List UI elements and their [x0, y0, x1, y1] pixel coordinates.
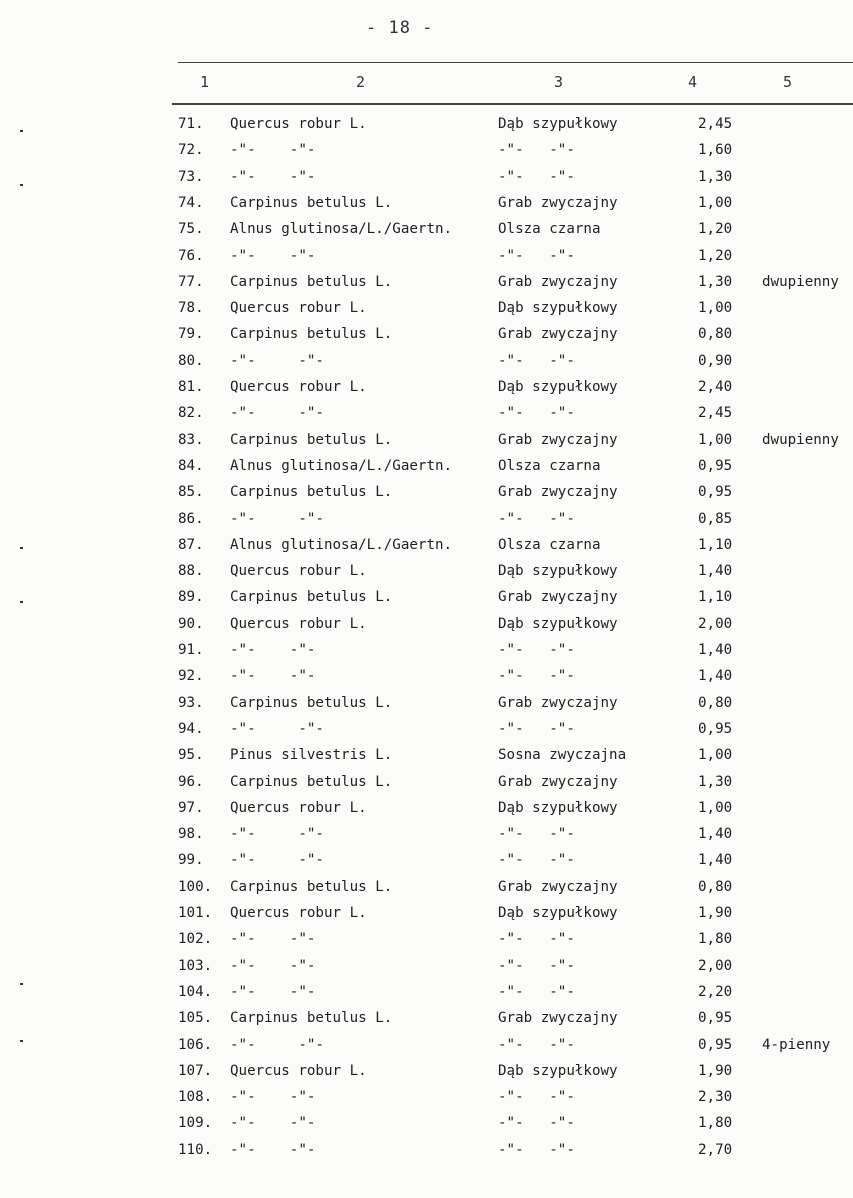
latin-name: Quercus robur L. — [230, 616, 367, 632]
latin-name: Quercus robur L. — [230, 1063, 367, 1079]
measurement-value: 1,60 — [698, 142, 733, 158]
measurement-value: 0,95 — [698, 484, 733, 500]
row-number: 92. — [178, 668, 204, 684]
row-number: 100. — [178, 879, 213, 895]
table-row — [0, 246, 853, 266]
measurement-value: 1,40 — [698, 642, 733, 658]
measurement-value: 1,00 — [698, 300, 733, 316]
polish-name: Grab zwyczajny — [498, 879, 618, 895]
polish-name: Dąb szypułkowy — [498, 800, 618, 816]
measurement-value: 1,10 — [698, 589, 733, 605]
table-row — [0, 614, 853, 634]
latin-name: Carpinus betulus L. — [230, 274, 393, 290]
polish-name: -"- -"- — [498, 142, 575, 158]
latin-name: -"- -"- — [230, 852, 324, 868]
row-number: 107. — [178, 1063, 213, 1079]
measurement-value: 1,00 — [698, 195, 733, 211]
latin-name: Alnus glutinosa/L./Gaertn. — [230, 221, 453, 237]
row-number: 84. — [178, 458, 204, 474]
row-number: 74. — [178, 195, 204, 211]
table-row — [0, 219, 853, 239]
latin-name: -"- -"- — [230, 1142, 316, 1158]
table-row — [0, 114, 853, 134]
polish-name: Olsza czarna — [498, 221, 601, 237]
measurement-value: 0,85 — [698, 511, 733, 527]
measurement-value: 0,80 — [698, 326, 733, 342]
table-row — [0, 850, 853, 870]
row-number: 71. — [178, 116, 204, 132]
row-number: 105. — [178, 1010, 213, 1026]
polish-name: Dąb szypułkowy — [498, 116, 618, 132]
polish-name: Dąb szypułkowy — [498, 1063, 618, 1079]
measurement-value: 1,80 — [698, 931, 733, 947]
row-number: 86. — [178, 511, 204, 527]
measurement-value: 1,40 — [698, 668, 733, 684]
polish-name: -"- -"- — [498, 668, 575, 684]
latin-name: Quercus robur L. — [230, 300, 367, 316]
polish-name: -"- -"- — [498, 826, 575, 842]
polish-name: Dąb szypułkowy — [498, 905, 618, 921]
measurement-value: 1,40 — [698, 563, 733, 579]
latin-name: Carpinus betulus L. — [230, 879, 393, 895]
polish-name: -"- -"- — [498, 721, 575, 737]
latin-name: Carpinus betulus L. — [230, 774, 393, 790]
table-row — [0, 1140, 853, 1160]
polish-name: -"- -"- — [498, 931, 575, 947]
measurement-value: 1,00 — [698, 800, 733, 816]
row-number: 95. — [178, 747, 204, 763]
row-number: 102. — [178, 931, 213, 947]
polish-name: Dąb szypułkowy — [498, 379, 618, 395]
polish-name: -"- -"- — [498, 353, 575, 369]
measurement-value: 1,00 — [698, 432, 733, 448]
table-row — [0, 666, 853, 686]
table-row — [0, 430, 853, 450]
table-row — [0, 693, 853, 713]
latin-name: -"- -"- — [230, 142, 316, 158]
measurement-value: 2,30 — [698, 1089, 733, 1105]
polish-name: Dąb szypułkowy — [498, 300, 618, 316]
measurement-value: 2,40 — [698, 379, 733, 395]
latin-name: -"- -"- — [230, 1115, 316, 1131]
measurement-value: 0,90 — [698, 353, 733, 369]
table-row — [0, 640, 853, 660]
latin-name: -"- -"- — [230, 721, 324, 737]
polish-name: -"- -"- — [498, 642, 575, 658]
row-number: 87. — [178, 537, 204, 553]
polish-name: Dąb szypułkowy — [498, 563, 618, 579]
latin-name: Quercus robur L. — [230, 905, 367, 921]
latin-name: Pinus silvestris L. — [230, 747, 393, 763]
row-number: 103. — [178, 958, 213, 974]
row-number: 82. — [178, 405, 204, 421]
latin-name: -"- -"- — [230, 984, 316, 1000]
table-row — [0, 798, 853, 818]
latin-name: -"- -"- — [230, 511, 324, 527]
table-row — [0, 877, 853, 897]
table-row — [0, 1113, 853, 1133]
table-row — [0, 982, 853, 1002]
remark: 4-pienny — [762, 1037, 831, 1053]
table-row — [0, 324, 853, 344]
column-header-3: 3 — [554, 73, 564, 91]
polish-name: -"- -"- — [498, 511, 575, 527]
table-row — [0, 167, 853, 187]
measurement-value: 0,95 — [698, 458, 733, 474]
measurement-value: 2,00 — [698, 958, 733, 974]
table-row — [0, 377, 853, 397]
table-row — [0, 719, 853, 739]
latin-name: Quercus robur L. — [230, 563, 367, 579]
measurement-value: 1,40 — [698, 826, 733, 842]
measurement-value: 0,80 — [698, 695, 733, 711]
measurement-value: 1,10 — [698, 537, 733, 553]
table-row — [0, 561, 853, 581]
table-row — [0, 351, 853, 371]
table-row — [0, 140, 853, 160]
polish-name: Olsza czarna — [498, 458, 601, 474]
row-number: 80. — [178, 353, 204, 369]
table-row — [0, 1008, 853, 1028]
table-row — [0, 193, 853, 213]
latin-name: -"- -"- — [230, 405, 324, 421]
latin-name: -"- -"- — [230, 642, 316, 658]
latin-name: Carpinus betulus L. — [230, 1010, 393, 1026]
table-row — [0, 772, 853, 792]
measurement-value: 1,30 — [698, 169, 733, 185]
table-row — [0, 456, 853, 476]
table-row — [0, 482, 853, 502]
row-number: 75. — [178, 221, 204, 237]
row-number: 83. — [178, 432, 204, 448]
column-header-2: 2 — [356, 73, 366, 91]
table-row — [0, 1035, 853, 1055]
table-row — [0, 587, 853, 607]
row-number: 96. — [178, 774, 204, 790]
latin-name: Carpinus betulus L. — [230, 195, 393, 211]
polish-name: -"- -"- — [498, 958, 575, 974]
polish-name: -"- -"- — [498, 852, 575, 868]
latin-name: Alnus glutinosa/L./Gaertn. — [230, 458, 453, 474]
row-number: 110. — [178, 1142, 213, 1158]
polish-name: Grab zwyczajny — [498, 484, 618, 500]
row-number: 76. — [178, 248, 204, 264]
table-row — [0, 1087, 853, 1107]
table-row — [0, 535, 853, 555]
table-row — [0, 956, 853, 976]
polish-name: -"- -"- — [498, 405, 575, 421]
latin-name: Quercus robur L. — [230, 116, 367, 132]
row-number: 89. — [178, 589, 204, 605]
latin-name: Carpinus betulus L. — [230, 326, 393, 342]
latin-name: -"- -"- — [230, 958, 316, 974]
table-row — [0, 745, 853, 765]
row-number: 106. — [178, 1037, 213, 1053]
measurement-value: 2,45 — [698, 405, 733, 421]
polish-name: -"- -"- — [498, 1089, 575, 1105]
polish-name: Grab zwyczajny — [498, 695, 618, 711]
row-number: 90. — [178, 616, 204, 632]
table-row — [0, 824, 853, 844]
row-number: 104. — [178, 984, 213, 1000]
row-number: 78. — [178, 300, 204, 316]
row-number: 91. — [178, 642, 204, 658]
table-row — [0, 298, 853, 318]
measurement-value: 1,90 — [698, 1063, 733, 1079]
latin-name: -"- -"- — [230, 931, 316, 947]
latin-name: -"- -"- — [230, 248, 316, 264]
polish-name: -"- -"- — [498, 1115, 575, 1131]
measurement-value: 1,20 — [698, 221, 733, 237]
row-number: 99. — [178, 852, 204, 868]
row-number: 108. — [178, 1089, 213, 1105]
polish-name: -"- -"- — [498, 984, 575, 1000]
latin-name: Quercus robur L. — [230, 379, 367, 395]
row-number: 94. — [178, 721, 204, 737]
latin-name: Carpinus betulus L. — [230, 484, 393, 500]
row-number: 101. — [178, 905, 213, 921]
polish-name: Dąb szypułkowy — [498, 616, 618, 632]
row-number: 79. — [178, 326, 204, 342]
latin-name: -"- -"- — [230, 826, 324, 842]
polish-name: -"- -"- — [498, 1037, 575, 1053]
measurement-value: 1,30 — [698, 774, 733, 790]
row-number: 109. — [178, 1115, 213, 1131]
latin-name: -"- -"- — [230, 353, 324, 369]
measurement-value: 2,70 — [698, 1142, 733, 1158]
header-top-rule — [178, 62, 853, 63]
measurement-value: 1,40 — [698, 852, 733, 868]
row-number: 88. — [178, 563, 204, 579]
row-number: 77. — [178, 274, 204, 290]
row-number: 98. — [178, 826, 204, 842]
polish-name: Grab zwyczajny — [498, 432, 618, 448]
column-header-5: 5 — [783, 73, 793, 91]
row-number: 73. — [178, 169, 204, 185]
latin-name: -"- -"- — [230, 1037, 324, 1053]
table-row — [0, 509, 853, 529]
row-number: 85. — [178, 484, 204, 500]
measurement-value: 0,95 — [698, 1037, 733, 1053]
latin-name: -"- -"- — [230, 169, 316, 185]
table-row — [0, 903, 853, 923]
polish-name: -"- -"- — [498, 169, 575, 185]
table-row — [0, 929, 853, 949]
measurement-value: 1,20 — [698, 248, 733, 264]
polish-name: Olsza czarna — [498, 537, 601, 553]
table-row — [0, 403, 853, 423]
remark: dwupienny — [762, 274, 839, 290]
latin-name: Alnus glutinosa/L./Gaertn. — [230, 537, 453, 553]
measurement-value: 2,00 — [698, 616, 733, 632]
column-header-4: 4 — [688, 73, 698, 91]
latin-name: Carpinus betulus L. — [230, 695, 393, 711]
measurement-value: 0,80 — [698, 879, 733, 895]
polish-name: Sosna zwyczajna — [498, 747, 627, 763]
latin-name: -"- -"- — [230, 1089, 316, 1105]
row-number: 81. — [178, 379, 204, 395]
page-number: - 18 - — [366, 18, 434, 38]
row-number: 72. — [178, 142, 204, 158]
column-header-1: 1 — [200, 73, 210, 91]
measurement-value: 1,00 — [698, 747, 733, 763]
measurement-value: 1,30 — [698, 274, 733, 290]
polish-name: Grab zwyczajny — [498, 274, 618, 290]
measurement-value: 2,20 — [698, 984, 733, 1000]
table-row — [0, 1061, 853, 1081]
table-row — [0, 272, 853, 292]
remark: dwupienny — [762, 432, 839, 448]
latin-name: -"- -"- — [230, 668, 316, 684]
polish-name: -"- -"- — [498, 248, 575, 264]
polish-name: Grab zwyczajny — [498, 774, 618, 790]
polish-name: Grab zwyczajny — [498, 195, 618, 211]
measurement-value: 0,95 — [698, 1010, 733, 1026]
measurement-value: 1,90 — [698, 905, 733, 921]
measurement-value: 2,45 — [698, 116, 733, 132]
measurement-value: 1,80 — [698, 1115, 733, 1131]
latin-name: Carpinus betulus L. — [230, 589, 393, 605]
row-number: 97. — [178, 800, 204, 816]
latin-name: Quercus robur L. — [230, 800, 367, 816]
polish-name: Grab zwyczajny — [498, 589, 618, 605]
row-number: 93. — [178, 695, 204, 711]
polish-name: Grab zwyczajny — [498, 1010, 618, 1026]
latin-name: Carpinus betulus L. — [230, 432, 393, 448]
measurement-value: 0,95 — [698, 721, 733, 737]
polish-name: -"- -"- — [498, 1142, 575, 1158]
header-bottom-rule — [172, 103, 853, 105]
polish-name: Grab zwyczajny — [498, 326, 618, 342]
